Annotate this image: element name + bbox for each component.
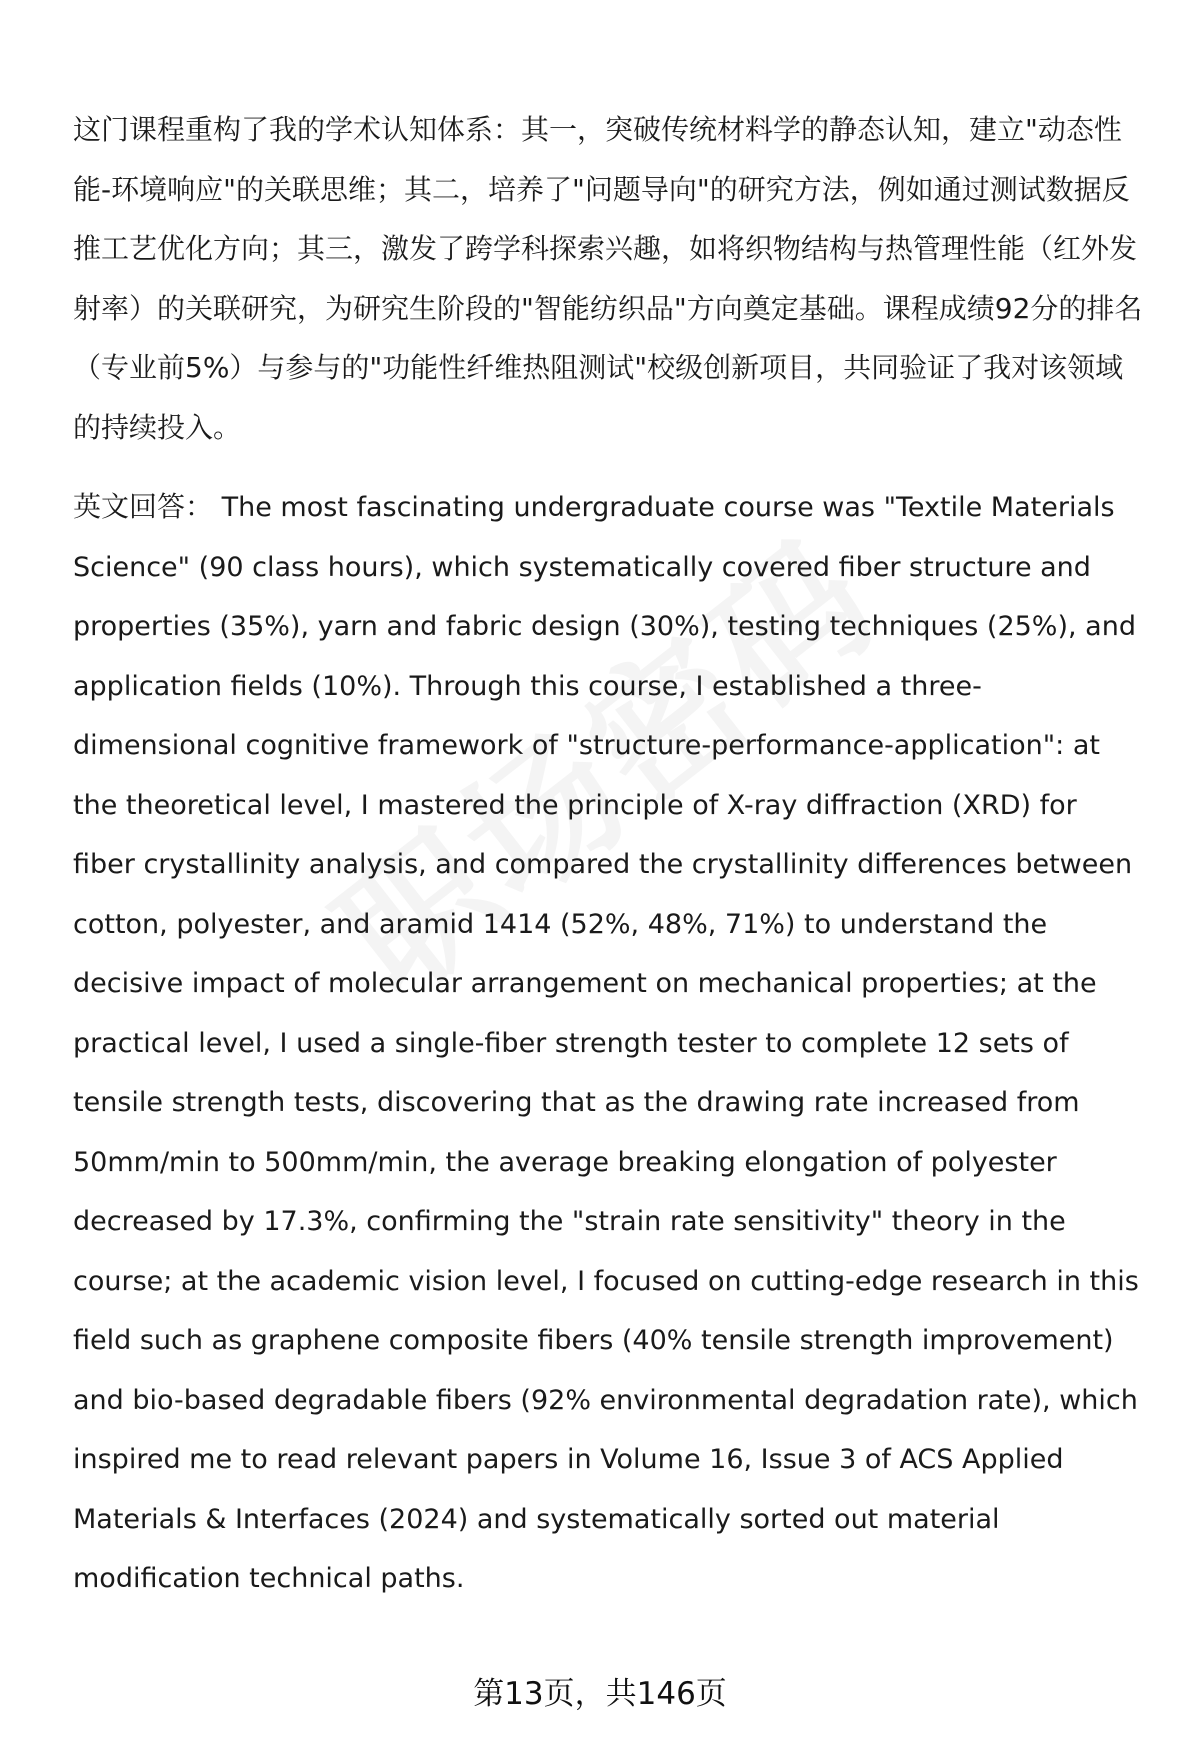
english-answer-label: 英文回答： [73, 490, 214, 523]
document-body [73, 100, 1143, 1609]
english-answer-text: The most fascinating undergraduate course was "Textile Materials Science" (90 class hours), which systematically covered fiber structure and properties (35%), yarn and fabric design (30%), testing techniques (25%), and application fields (10%). Through this course, I established a three-dimensional cognitive framework of "structure-performance-application": at the theoretical level, I mastered the principle of X-ray diffraction (XRD) for fiber crystallinity analysis, and compared the crystallinity differences between cotton, polyester, and aramid 1414 (52%, 48%, 71%) to understand the decisive impact of molecular arrangement on mechanical properties; at the practical level, I used a single-fiber strength tester to complete 12 sets of tensile strength tests, discovering that as the drawing rate increased from 50mm/min to 500mm/min, the average breaking elongation of polyester decreased by 17.3%, confirming the "strain rate sensitivity" theory in the course; at the academic vision level, I focused on cutting-edge research in this field such as graphene composite fibers (40% tensile strength improvement) and bio-based degradable fibers (92% environmental degradation rate), which inspired me to read relevant papers in Volume 16, Issue 3 of ACS Applied Materials & Interfaces (2024) and systematically sorted out material modification technical paths. [73, 492, 1139, 1594]
chinese-answer-paragraph: 这门课程重构了我的学术认知体系：其一，突破传统材料学的静态认知，建立"动态性能-环境响应"的关联思维；其二，培养了"问题导向"的研究方法，例如通过测试数据反推工艺优化方向；其三，激发了跨学科探索兴趣，如将织物结构与热管理性能（红外发射率）的关联研究，为研究生阶段的"智能纺织品"方向奠定基础。课程成绩92分的排名（专业前5%）与参与的"功能性纤维热阻测试"校级创新项目，共同验证了我对该领域的持续投入。 [73, 113, 1143, 444]
page-number: 第13页，共146页 [473, 1676, 727, 1712]
english-answer-paragraph [73, 477, 1143, 1609]
